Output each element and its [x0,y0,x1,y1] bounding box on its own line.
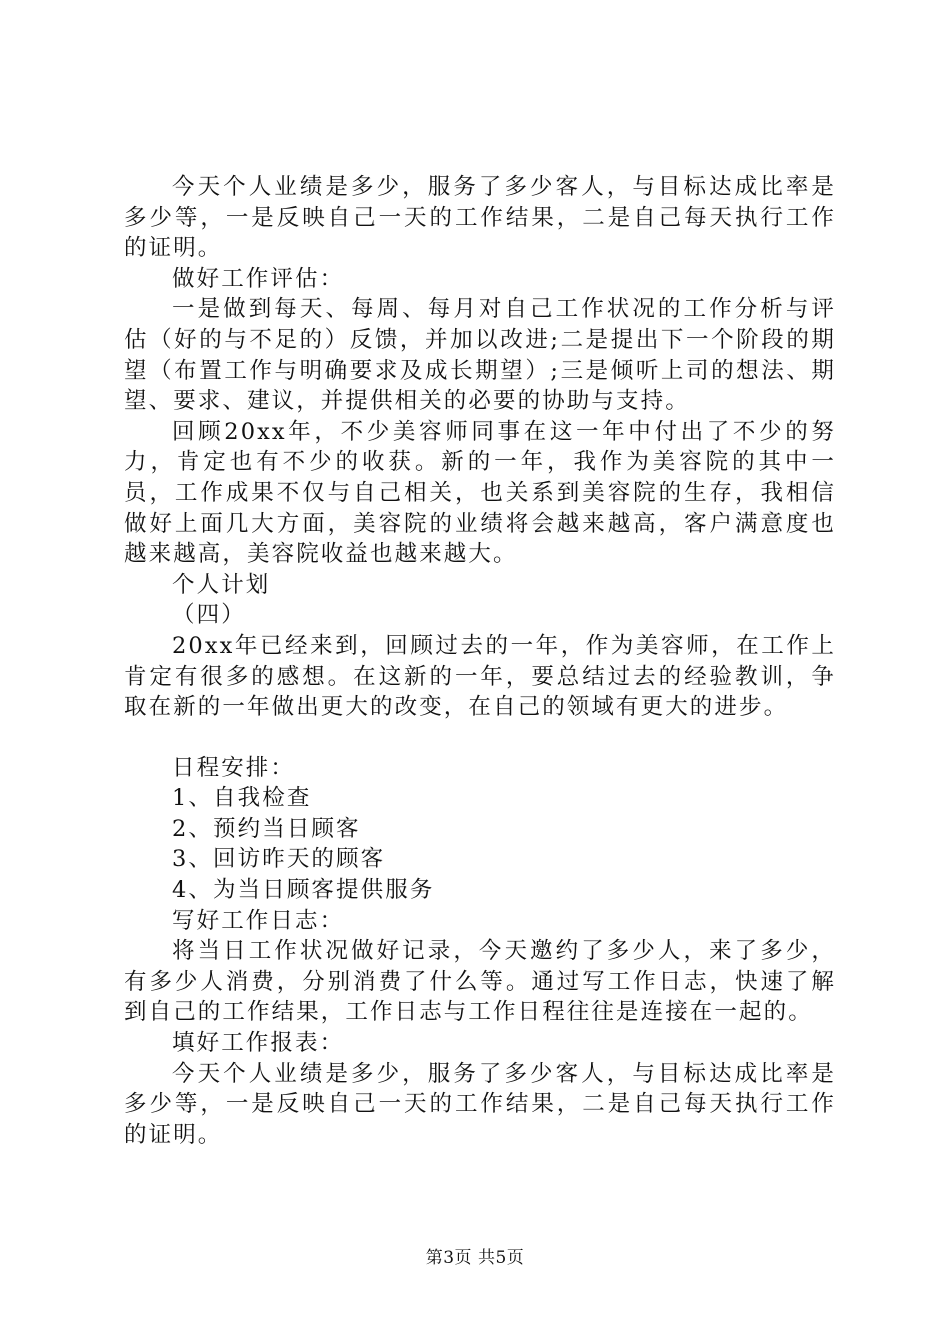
paragraph: 今天个人业绩是多少，服务了多少客人，与目标达成比率是多少等，一是反映自己一天的工作结果，二是自己每天执行工作的证明。 [124,174,836,262]
paragraph: 回顾20xx年，不少美容师同事在这一年中付出了不少的努力，肯定也有不少的收获。新的一年，我作为美容院的其中一员，工作成果不仅与自己相关，也关系到美容院的生存，我相信做好上面几大方面，美容院的业绩将会越来越高，客户满意度也越来越高，美容院收益也越来越大。 [124,418,836,568]
paragraph: 20xx年已经来到，回顾过去的一年，作为美容师，在工作上肯定有很多的感想。在这新的一年，要总结过去的经验教训，争取在新的一年做出更大的改变，在自己的领域有更大的进步。 [124,632,836,721]
list-item: 4、为当日顾客提供服务 [172,877,435,904]
paragraph: 一是做到每天、每周、每月对自己工作状况的工作分析与评估（好的与不足的）反馈，并加以改进;二是提出下一个阶段的期望（布置工作与明确要求及成长期望）;三是倾听上司的想法、期望、要求、建议，并提供相关的必要的协助与支持。 [124,296,836,415]
page-number: 第3页 共5页 [425,1248,525,1268]
paragraph: 今天个人业绩是多少，服务了多少客人，与目标达成比率是多少等，一是反映自己一天的工作结果，二是自己每天执行工作的证明。 [124,1060,836,1148]
list-item: 3、回访昨天的顾客 [172,846,386,873]
section-heading-work-report: 填好工作报表： [172,1030,345,1057]
list-item: 1、自我检查 [172,785,312,812]
section-number: （四） [172,602,246,629]
section-heading-schedule: 日程安排： [172,754,296,781]
blank-line [124,723,836,753]
section-heading-personal-plan: 个人计划 [172,571,271,598]
section-heading-evaluation: 做好工作评估： [172,265,345,292]
list-item: 2、预约当日顾客 [172,815,361,842]
document-body [124,172,836,1150]
paragraph: 将当日工作状况做好记录，今天邀约了多少人，来了多少，有多少人消费，分别消费了什么等。通过写工作日志，快速了解到自己的工作结果，工作日志与工作日程往往是连接在一起的。 [124,938,836,1026]
section-heading-work-log: 写好工作日志： [172,907,345,934]
